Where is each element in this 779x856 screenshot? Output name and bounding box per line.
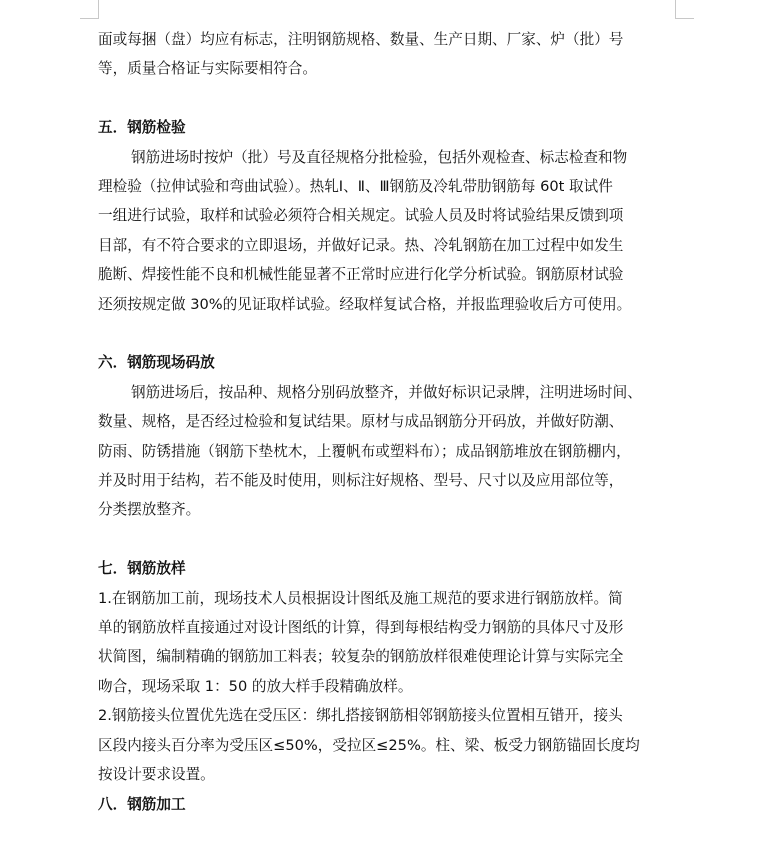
section-heading-6: 六．钢筋现场码放 — [98, 354, 215, 372]
paragraph-line: 区段内接头百分率为受压区≤50%，受拉区≤25%。柱、梁、板受力钢筋锚固长度均 — [98, 736, 640, 754]
paragraph-line: 钢筋进场后，按品种、规格分别码放整齐，并做好标识记录牌，注明进场时间、 — [131, 383, 642, 401]
crop-mark-top-left-horizontal — [80, 18, 99, 19]
document-body — [98, 25, 676, 819]
crop-mark-top-right-vertical — [675, 0, 676, 18]
paragraph-line: 状简图，编制精确的钢筋加工料表；较复杂的钢筋放样很难使理论计算与实际完全 — [98, 648, 624, 666]
paragraph-line: 吻合，现场采取 1：50 的放大样手段精确放样。 — [98, 677, 413, 695]
section-heading-8: 八．钢筋加工 — [98, 795, 186, 813]
section-heading-7: 七．钢筋放样 — [98, 560, 186, 578]
paragraph-line: 目部，有不符合要求的立即退场，并做好记录。热、冷轧钢筋在加工过程中如发生 — [98, 236, 624, 254]
paragraph-gap — [98, 319, 676, 348]
paragraph-line: 等，质量合格证与实际要相符合。 — [98, 60, 317, 78]
paragraph-line: 分类摆放整齐。 — [98, 501, 201, 519]
paragraph-line: 单的钢筋放样直接通过对设计图纸的计算，得到每根结构受力钢筋的具体尺寸及形 — [98, 619, 624, 637]
paragraph-line: 防雨、防锈措施（钢筋下垫枕木，上覆帆布或塑料布）；成品钢筋堆放在钢筋棚内， — [98, 442, 631, 460]
paragraph-line: 还须按规定做 30%的见证取样试验。经取样复试合格，并报监理验收后方可使用。 — [98, 295, 632, 313]
paragraph-gap — [98, 84, 676, 113]
crop-mark-top-right-horizontal — [675, 18, 694, 19]
paragraph-line: 数量、规格，是否经过检验和复试结果。原材与成品钢筋分开码放，并做好防潮、 — [98, 413, 624, 431]
paragraph-line: 脆断、焊接性能不良和机械性能显著不正常时应进行化学分析试验。钢筋原材试验 — [98, 266, 624, 284]
section-heading-5: 五．钢筋检验 — [98, 119, 186, 137]
paragraph-line: 钢筋进场时按炉（批）号及直径规格分批检验，包括外观检查、标志检查和物 — [131, 148, 628, 166]
paragraph-line: 按设计要求设置。 — [98, 766, 215, 784]
paragraph-line: 面或每捆（盘）均应有标志，注明钢筋规格、数量、生产日期、厂家、炉（批）号 — [98, 31, 624, 48]
paragraph-line: 理检验（拉伸试验和弯曲试验）。热轧Ⅰ、Ⅱ、Ⅲ钢筋及冷轧带肋钢筋每 60t 取试件 — [98, 178, 613, 196]
paragraph-line: 2.钢筋接头位置优先选在受压区：绑扎搭接钢筋相邻钢筋接头位置相互错开，接头 — [98, 707, 623, 725]
paragraph-line: 1.在钢筋加工前，现场技术人员根据设计图纸及施工规范的要求进行钢筋放样。简 — [98, 589, 623, 607]
crop-mark-top-left-vertical — [98, 0, 99, 18]
paragraph-line: 并及时用于结构，若不能及时使用，则标注好规格、型号、尺寸以及应用部位等， — [98, 472, 624, 490]
paragraph-line: 一组进行试验，取样和试验必须符合相关规定。试验人员及时将试验结果反馈到项 — [98, 207, 624, 225]
paragraph-gap — [98, 525, 676, 554]
